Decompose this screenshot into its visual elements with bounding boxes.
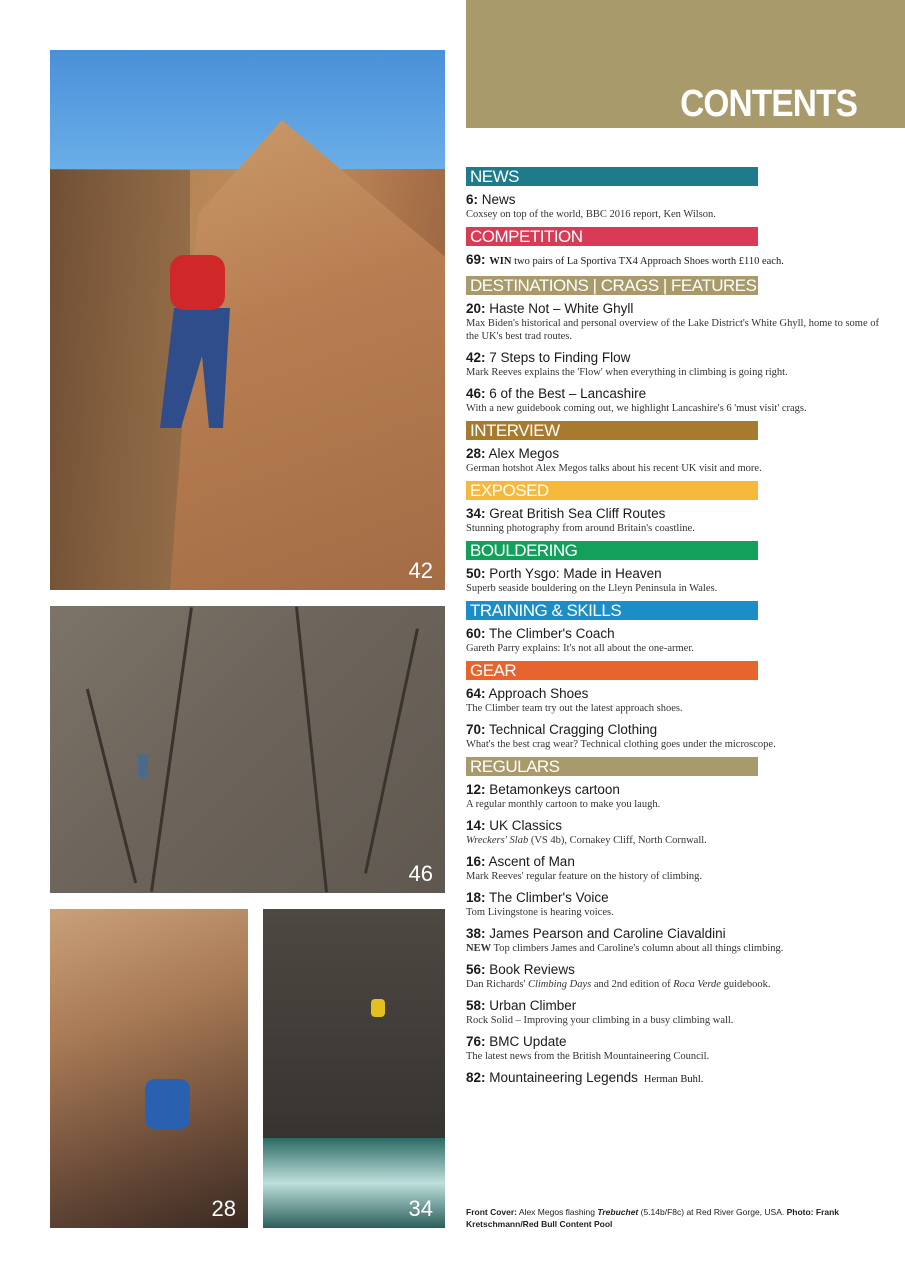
entry-description: Max Biden's historical and personal overview of the Lake District's White Ghyll, home to some of the UK's best trad routes. xyxy=(466,318,879,342)
entry-description: Wreckers' Slab (VS 4b), Cornakey Cliff, North Cornwall. xyxy=(466,835,707,846)
entry-title xyxy=(466,961,886,978)
table-of-contents xyxy=(466,163,886,1094)
entry-title-text: Haste Not – White Ghyll xyxy=(489,301,634,316)
toc-entry[interactable] xyxy=(466,565,886,595)
photo-climber-arete xyxy=(50,50,445,590)
toc-entry[interactable] xyxy=(466,505,886,535)
entry-page-number: 64: xyxy=(466,686,486,701)
entry-description: Mark Reeves' regular feature on the history of climbing. xyxy=(466,871,703,882)
entry-title-text: News xyxy=(481,192,516,207)
section-heading: NEWS xyxy=(466,167,758,186)
toc-entry[interactable] xyxy=(466,721,886,751)
entry-title xyxy=(466,1033,886,1050)
toc-entry[interactable] xyxy=(466,997,886,1027)
entry-title-text: Ascent of Man xyxy=(488,854,575,869)
entry-title xyxy=(466,445,886,462)
toc-entry[interactable] xyxy=(466,300,886,343)
photo-crag-wall xyxy=(50,606,445,893)
entry-description: Gareth Parry explains: It's not all about the one-armer. xyxy=(466,643,694,654)
entry-title-text: Technical Cragging Clothing xyxy=(489,722,658,737)
section-heading: BOULDERING xyxy=(466,541,758,560)
entry-page-number: 50: xyxy=(466,566,486,581)
entry-title-text: James Pearson and Caroline Ciavaldini xyxy=(489,926,726,941)
entry-title xyxy=(466,1069,886,1088)
entry-title-text: Porth Ysgo: Made in Heaven xyxy=(489,566,662,581)
contents-banner xyxy=(466,0,905,128)
entry-description: Superb seaside bouldering on the Lleyn Peninsula in Wales. xyxy=(466,583,718,594)
entry-description: A regular monthly cartoon to make you laugh. xyxy=(466,799,661,810)
entry-page-number: 42: xyxy=(466,350,486,365)
entry-description: Dan Richards' Climbing Days and 2nd edition of Roca Verde guidebook. xyxy=(466,979,771,990)
entry-title xyxy=(466,781,886,798)
entry-description: Stunning photography from around Britain's coastline. xyxy=(466,523,695,534)
entry-title-text: Urban Climber xyxy=(489,998,577,1013)
entry-title xyxy=(466,721,886,738)
entry-description: Tom Livingstone is hearing voices. xyxy=(466,907,614,918)
toc-entry[interactable] xyxy=(466,889,886,919)
section-heading: GEAR xyxy=(466,661,758,680)
photo-page-number: 34 xyxy=(408,1196,433,1221)
toc-entry[interactable] xyxy=(466,817,886,847)
entry-title-text: Alex Megos xyxy=(488,446,560,461)
toc-entry[interactable] xyxy=(466,1033,886,1063)
entry-page-number: 14: xyxy=(466,818,486,833)
entry-title xyxy=(466,889,886,906)
photo-sea-cliff xyxy=(263,909,445,1228)
section-heading: EXPOSED xyxy=(466,481,758,500)
entry-title xyxy=(466,997,886,1014)
toc-entry[interactable] xyxy=(466,685,886,715)
entry-title xyxy=(466,300,886,317)
entry-page-number: 16: xyxy=(466,854,486,869)
entry-title-text: Great British Sea Cliff Routes xyxy=(489,506,666,521)
entry-title-text: Mountaineering Legends xyxy=(489,1070,638,1085)
entry-title-text: The Climber's Voice xyxy=(489,890,609,905)
toc-entry[interactable] xyxy=(466,349,886,379)
entry-description: NEW Top climbers James and Caroline's column about all things climbing. xyxy=(466,943,784,954)
entry-page-number: 60: xyxy=(466,626,486,641)
entry-page-number: 18: xyxy=(466,890,486,905)
entry-description: The latest news from the British Mountaineering Council. xyxy=(466,1051,710,1062)
entry-title xyxy=(466,625,886,642)
entry-title xyxy=(466,349,886,366)
toc-entry[interactable] xyxy=(466,925,886,955)
entry-title xyxy=(466,565,886,582)
entry-page-number: 70: xyxy=(466,722,486,737)
entry-title-text: Book Reviews xyxy=(489,962,575,977)
entry-subtitle: Herman Buhl. xyxy=(643,1074,704,1085)
toc-entry[interactable] xyxy=(466,385,886,415)
toc-entry[interactable] xyxy=(466,191,886,221)
entry-title-text: 6 of the Best – Lancashire xyxy=(489,386,647,401)
toc-entry[interactable] xyxy=(466,445,886,475)
entry-page-number: 69: xyxy=(466,252,486,267)
toc-entry[interactable] xyxy=(466,781,886,811)
entry-page-number: 56: xyxy=(466,962,486,977)
photo-overhang-climber xyxy=(50,909,248,1228)
entry-description: Coxsey on top of the world, BBC 2016 report, Ken Wilson. xyxy=(466,209,716,220)
entry-description: The Climber team try out the latest approach shoes. xyxy=(466,703,683,714)
entry-page-number: 76: xyxy=(466,1034,486,1049)
entry-title-text: The Climber's Coach xyxy=(489,626,615,641)
section-heading: DESTINATIONS | CRAGS | FEATURES xyxy=(466,276,758,295)
entry-title-text: Betamonkeys cartoon xyxy=(489,782,620,797)
entry-page-number: 82: xyxy=(466,1070,486,1085)
section-heading: INTERVIEW xyxy=(466,421,758,440)
entry-description: With a new guidebook coming out, we highlight Lancashire's 6 'must visit' crags. xyxy=(466,403,807,414)
entry-description: What's the best crag wear? Technical clothing goes under the microscope. xyxy=(466,739,776,750)
entry-description: Mark Reeves explains the 'Flow' when everything in climbing is going right. xyxy=(466,367,788,378)
entry-title xyxy=(466,191,886,208)
entry-title-text: BMC Update xyxy=(489,1034,567,1049)
entry-title xyxy=(466,817,886,834)
toc-entry[interactable] xyxy=(466,961,886,991)
entry-title xyxy=(466,685,886,702)
toc-entry[interactable] xyxy=(466,1069,886,1088)
entry-title-text: UK Classics xyxy=(489,818,563,833)
toc-entry[interactable] xyxy=(466,625,886,655)
entry-page-number: 34: xyxy=(466,506,486,521)
cover-credit: Front Cover: Alex Megos flashing Trebuchet (5.14b/F8c) at Red River Gorge, USA. Photo: Frank Kretschmann/Red Bull Content Pool xyxy=(466,1207,840,1229)
entry-page-number: 46: xyxy=(466,386,486,401)
entry-page-number: 20: xyxy=(466,301,486,316)
entry-page-number: 58: xyxy=(466,998,486,1013)
entry-description: Rock Solid – Improving your climbing in a busy climbing wall. xyxy=(466,1015,734,1026)
entry-page-number: 38: xyxy=(466,926,486,941)
entry-title-text: Approach Shoes xyxy=(488,686,589,701)
photo-page-number: 42 xyxy=(408,558,433,583)
entry-title xyxy=(466,505,886,522)
entry-page-number: 28: xyxy=(466,446,486,461)
entry-title xyxy=(466,385,886,402)
entry-title-text: 7 Steps to Finding Flow xyxy=(489,350,631,365)
photo-page-number: 46 xyxy=(408,861,433,886)
section-heading: COMPETITION xyxy=(466,227,758,246)
toc-entry[interactable] xyxy=(466,853,886,883)
entry-description: German hotshot Alex Megos talks about his recent UK visit and more. xyxy=(466,463,762,474)
page-title: CONTENTS xyxy=(680,83,857,125)
section-heading: REGULARS xyxy=(466,757,758,776)
entry-page-number: 12: xyxy=(466,782,486,797)
photo-page-number: 28 xyxy=(211,1196,236,1221)
entry-title xyxy=(466,853,886,870)
section-heading: TRAINING & SKILLS xyxy=(466,601,758,620)
entry-title: 69: WIN two pairs of La Sportiva TX4 Approach Shoes worth £110 each. xyxy=(466,252,784,267)
entry-title xyxy=(466,925,886,942)
entry-page-number: 6: xyxy=(466,192,479,207)
toc-entry[interactable] xyxy=(466,251,886,270)
